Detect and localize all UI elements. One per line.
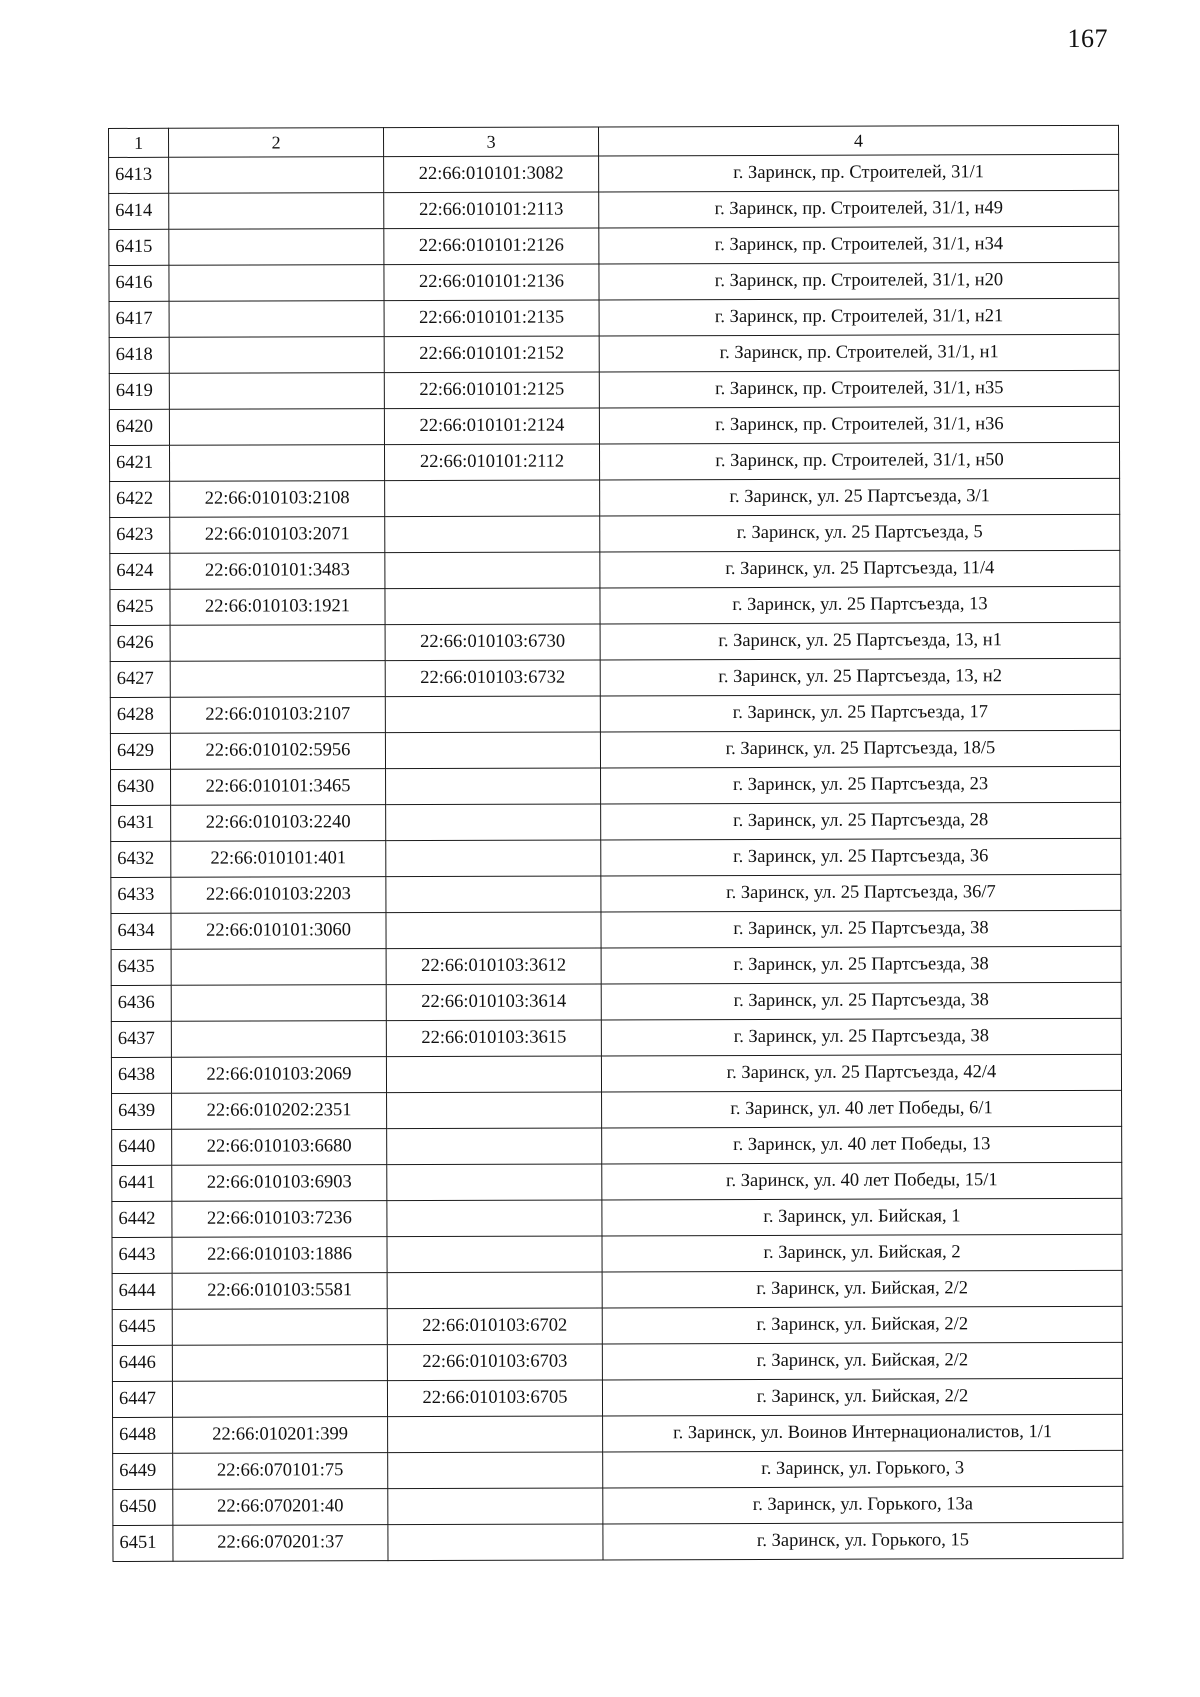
cadastral-number-alt-cell <box>388 1488 603 1525</box>
cadastral-number-cell: 22:66:010103:6903 <box>172 1165 387 1202</box>
row-number-cell: 6436 <box>111 985 171 1021</box>
cadastral-number-cell: 22:66:010103:2071 <box>170 517 385 554</box>
header-row <box>109 125 1119 157</box>
cadastral-number-cell: 22:66:010101:401 <box>171 841 386 878</box>
row-number-cell: 6439 <box>112 1093 172 1129</box>
table-row <box>112 1270 1122 1309</box>
table-row <box>111 910 1121 949</box>
cadastral-number-cell <box>169 193 384 230</box>
table-row <box>112 1162 1122 1201</box>
table-body <box>109 154 1123 1561</box>
row-number-cell: 6417 <box>109 301 169 337</box>
cadastral-number-alt-cell <box>387 1128 602 1165</box>
cadastral-number-alt-cell <box>386 768 601 805</box>
address-cell: г. Заринск, ул. Бийская, 2 <box>602 1234 1122 1272</box>
cadastral-number-alt-cell: 22:66:010101:2152 <box>384 336 599 373</box>
cadastral-number-alt-cell: 22:66:010103:3614 <box>386 984 601 1021</box>
cadastral-number-cell: 22:66:010101:3060 <box>171 913 386 950</box>
row-number-cell: 6415 <box>109 229 169 265</box>
header-col-4: 4 <box>598 125 1118 156</box>
table-row <box>109 298 1119 337</box>
row-number-cell: 6442 <box>112 1201 172 1237</box>
row-number-cell: 6445 <box>112 1309 172 1345</box>
cadastral-number-cell: 22:66:010201:399 <box>173 1417 388 1454</box>
row-number-cell: 6447 <box>112 1381 172 1417</box>
cadastral-number-cell: 22:66:010103:7236 <box>172 1201 387 1238</box>
row-number-cell: 6419 <box>109 373 169 409</box>
row-number-cell: 6443 <box>112 1237 172 1273</box>
row-number-cell: 6424 <box>110 553 170 589</box>
cadastral-number-alt-cell: 22:66:010101:2113 <box>384 192 599 229</box>
address-cell: г. Заринск, пр. Строителей, 31/1, н20 <box>599 262 1119 300</box>
address-cell: г. Заринск, пр. Строителей, 31/1, н50 <box>599 442 1119 480</box>
cadastral-number-alt-cell <box>386 804 601 841</box>
table-row <box>110 586 1120 625</box>
address-cell: г. Заринск, ул. Бийская, 2/2 <box>602 1378 1122 1416</box>
table-row <box>112 1342 1122 1381</box>
cadastral-number-alt-cell <box>385 696 600 733</box>
table-row <box>110 478 1120 517</box>
cadastral-number-cell <box>169 373 384 410</box>
cadastral-number-alt-cell: 22:66:010103:6730 <box>385 624 600 661</box>
cadastral-number-cell <box>169 229 384 266</box>
cadastral-number-alt-cell: 22:66:010103:3615 <box>386 1020 601 1057</box>
row-number-cell: 6414 <box>109 193 169 229</box>
page-number: 167 <box>1067 24 1108 53</box>
row-number-cell: 6446 <box>112 1345 172 1381</box>
row-number-cell: 6437 <box>111 1021 171 1057</box>
address-cell: г. Заринск, ул. Бийская, 2/2 <box>602 1306 1122 1344</box>
address-cell: г. Заринск, ул. 25 Партсъезда, 38 <box>601 1018 1121 1056</box>
table-row <box>109 262 1119 301</box>
table-row <box>112 1378 1122 1417</box>
table-row <box>110 622 1120 661</box>
cadastral-number-cell: 22:66:070101:75 <box>173 1453 388 1490</box>
address-cell: г. Заринск, ул. Горького, 15 <box>603 1522 1123 1560</box>
table-row <box>111 766 1121 805</box>
address-cell: г. Заринск, ул. 40 лет Победы, 13 <box>602 1126 1122 1164</box>
address-cell: г. Заринск, ул. 40 лет Победы, 6/1 <box>602 1090 1122 1128</box>
header-col-3: 3 <box>384 127 599 157</box>
row-number-cell: 6428 <box>110 697 170 733</box>
address-cell: г. Заринск, ул. Бийская, 2/2 <box>602 1270 1122 1308</box>
table-row <box>110 658 1120 697</box>
table-row <box>112 1126 1122 1165</box>
cadastral-number-cell: 22:66:010103:2108 <box>170 481 385 518</box>
cadastral-number-cell: 22:66:010103:5581 <box>172 1273 387 1310</box>
cadastral-number-cell <box>172 1381 387 1418</box>
cadastral-number-cell: 22:66:010202:2351 <box>172 1093 387 1130</box>
address-cell: г. Заринск, ул. 25 Партсъезда, 28 <box>601 802 1121 840</box>
row-number-cell: 6420 <box>109 409 169 445</box>
header-col-2: 2 <box>169 128 384 158</box>
cadastral-number-cell <box>169 265 384 302</box>
cadastral-number-cell <box>171 985 386 1022</box>
row-number-cell: 6448 <box>113 1417 173 1453</box>
cadastral-number-alt-cell <box>387 1092 602 1129</box>
row-number-cell: 6451 <box>113 1525 173 1561</box>
cadastral-number-cell: 22:66:010103:2069 <box>171 1057 386 1094</box>
table-row <box>111 874 1121 913</box>
table-row <box>112 1198 1122 1237</box>
address-cell: г. Заринск, ул. Воинов Интернационалистов, 1/1 <box>603 1414 1123 1452</box>
row-number-cell: 6427 <box>110 661 170 697</box>
address-cell: г. Заринск, пр. Строителей, 31/1, н36 <box>599 406 1119 444</box>
table-row <box>109 370 1119 409</box>
table-row <box>112 1234 1122 1273</box>
table-row <box>109 190 1119 229</box>
row-number-cell: 6440 <box>112 1129 172 1165</box>
table-row <box>110 694 1120 733</box>
cadastral-number-cell <box>172 1345 387 1382</box>
cadastral-number-cell: 22:66:010101:3483 <box>170 553 385 590</box>
cadastral-number-alt-cell <box>388 1416 603 1453</box>
cadastral-number-cell: 22:66:070201:37 <box>173 1525 388 1562</box>
table-row <box>111 1054 1121 1093</box>
address-cell: г. Заринск, пр. Строителей, 31/1, н34 <box>599 226 1119 264</box>
cadastral-number-alt-cell <box>388 1524 603 1561</box>
address-cell: г. Заринск, ул. 25 Партсъезда, 11/4 <box>600 550 1120 588</box>
table-row <box>110 730 1120 769</box>
row-number-cell: 6431 <box>111 805 171 841</box>
address-cell: г. Заринск, ул. 25 Партсъезда, 42/4 <box>601 1054 1121 1092</box>
table-row <box>109 154 1119 193</box>
cadastral-number-alt-cell <box>387 1236 602 1273</box>
row-number-cell: 6421 <box>109 445 169 481</box>
table-row <box>109 226 1119 265</box>
row-number-cell: 6416 <box>109 265 169 301</box>
address-cell: г. Заринск, ул. 25 Партсъезда, 38 <box>601 910 1121 948</box>
cadastral-number-alt-cell <box>386 840 601 877</box>
address-cell: г. Заринск, ул. 25 Партсъезда, 17 <box>600 694 1120 732</box>
address-cell: г. Заринск, ул. 25 Партсъезда, 38 <box>601 946 1121 984</box>
address-cell: г. Заринск, пр. Строителей, 31/1, н1 <box>599 334 1119 372</box>
cadastral-number-cell <box>170 661 385 698</box>
row-number-cell: 6413 <box>109 157 169 193</box>
row-number-cell: 6438 <box>111 1057 171 1093</box>
address-cell: г. Заринск, ул. 25 Партсъезда, 36/7 <box>601 874 1121 912</box>
cadastral-number-cell <box>171 949 386 986</box>
cadastral-number-alt-cell: 22:66:010101:2136 <box>384 264 599 301</box>
table-row <box>113 1522 1123 1561</box>
address-cell: г. Заринск, ул. 25 Партсъезда, 36 <box>601 838 1121 876</box>
address-cell: г. Заринск, пр. Строителей, 31/1, н35 <box>599 370 1119 408</box>
table-row <box>111 946 1121 985</box>
address-cell: г. Заринск, ул. Бийская, 2/2 <box>602 1342 1122 1380</box>
row-number-cell: 6422 <box>110 481 170 517</box>
address-cell: г. Заринск, пр. Строителей, 31/1, н21 <box>599 298 1119 336</box>
table-row <box>111 802 1121 841</box>
row-number-cell: 6430 <box>111 769 171 805</box>
table-row <box>112 1090 1122 1129</box>
cadastral-number-alt-cell: 22:66:010101:2125 <box>384 372 599 409</box>
cadastral-number-alt-cell <box>387 1200 602 1237</box>
cadastral-number-alt-cell <box>386 876 601 913</box>
table-row <box>111 1018 1121 1057</box>
cadastral-number-cell: 22:66:010102:5956 <box>170 733 385 770</box>
header-col-1: 1 <box>109 128 169 157</box>
cadastral-number-cell: 22:66:010103:2240 <box>171 805 386 842</box>
address-cell: г. Заринск, ул. 25 Партсъезда, 18/5 <box>600 730 1120 768</box>
address-cell: г. Заринск, ул. Бийская, 1 <box>602 1198 1122 1236</box>
row-number-cell: 6429 <box>110 733 170 769</box>
row-number-cell: 6423 <box>110 517 170 553</box>
table-row <box>112 1306 1122 1345</box>
table-row <box>111 982 1121 1021</box>
row-number-cell: 6426 <box>110 625 170 661</box>
address-cell: г. Заринск, ул. 40 лет Победы, 15/1 <box>602 1162 1122 1200</box>
cadastral-number-cell: 22:66:010103:1886 <box>172 1237 387 1274</box>
row-number-cell: 6418 <box>109 337 169 373</box>
address-cell: г. Заринск, ул. 25 Партсъезда, 13, н2 <box>600 658 1120 696</box>
cadastral-number-cell: 22:66:010103:2107 <box>170 697 385 734</box>
cadastral-number-alt-cell <box>388 1452 603 1489</box>
cadastral-number-cell <box>172 1309 387 1346</box>
cadastral-number-alt-cell <box>386 1056 601 1093</box>
row-number-cell: 6432 <box>111 841 171 877</box>
cadastral-number-cell: 22:66:010103:2203 <box>171 877 386 914</box>
address-cell: г. Заринск, ул. 25 Партсъезда, 23 <box>601 766 1121 804</box>
row-number-cell: 6444 <box>112 1273 172 1309</box>
cadastral-number-alt-cell <box>385 732 600 769</box>
cadastral-number-alt-cell <box>387 1164 602 1201</box>
cadastral-number-alt-cell: 22:66:010101:2135 <box>384 300 599 337</box>
cadastral-number-alt-cell <box>386 912 601 949</box>
table-row <box>113 1450 1123 1489</box>
cadastral-number-cell <box>169 337 384 374</box>
cadastral-number-cell: 22:66:010103:6680 <box>172 1129 387 1166</box>
cadastral-number-alt-cell: 22:66:010103:6705 <box>387 1380 602 1417</box>
address-cell: г. Заринск, ул. 25 Партсъезда, 13 <box>600 586 1120 624</box>
table-row <box>113 1414 1123 1453</box>
cadastral-number-alt-cell <box>385 552 600 589</box>
cadastral-number-alt-cell <box>385 480 600 517</box>
cadastral-number-alt-cell: 22:66:010101:2112 <box>384 444 599 481</box>
table-header <box>109 125 1119 157</box>
cadastral-number-cell <box>169 445 384 482</box>
cadastral-number-cell <box>169 301 384 338</box>
row-number-cell: 6425 <box>110 589 170 625</box>
cadastral-number-cell <box>171 1021 386 1058</box>
cadastral-number-alt-cell: 22:66:010103:3612 <box>386 948 601 985</box>
cadastral-number-alt-cell: 22:66:010101:3082 <box>384 156 599 193</box>
row-number-cell: 6434 <box>111 913 171 949</box>
table-row <box>110 514 1120 553</box>
row-number-cell: 6450 <box>113 1489 173 1525</box>
cadastral-number-alt-cell: 22:66:010101:2126 <box>384 228 599 265</box>
table-row <box>111 838 1121 877</box>
cadastral-number-alt-cell: 22:66:010103:6703 <box>387 1344 602 1381</box>
address-cell: г. Заринск, ул. Горького, 13а <box>603 1486 1123 1524</box>
cadastral-number-alt-cell <box>385 516 600 553</box>
address-cell: г. Заринск, пр. Строителей, 31/1, н49 <box>599 190 1119 228</box>
table-row <box>109 442 1119 481</box>
address-cell: г. Заринск, ул. 25 Партсъезда, 13, н1 <box>600 622 1120 660</box>
cadastral-number-cell <box>169 409 384 446</box>
cadastral-number-alt-cell <box>385 588 600 625</box>
cadastral-number-alt-cell: 22:66:010103:6732 <box>385 660 600 697</box>
address-cell: г. Заринск, ул. 25 Партсъезда, 38 <box>601 982 1121 1020</box>
table-row <box>110 550 1120 589</box>
row-number-cell: 6441 <box>112 1165 172 1201</box>
table-row <box>109 406 1119 445</box>
address-cell: г. Заринск, ул. 25 Партсъезда, 3/1 <box>600 478 1120 516</box>
cadastral-number-cell: 22:66:010103:1921 <box>170 589 385 626</box>
cadastral-number-cell <box>169 157 384 194</box>
table-row <box>113 1486 1123 1525</box>
cadastral-number-cell: 22:66:070201:40 <box>173 1489 388 1526</box>
row-number-cell: 6433 <box>111 877 171 913</box>
cadastral-number-alt-cell: 22:66:010101:2124 <box>384 408 599 445</box>
cadastral-number-alt-cell <box>387 1272 602 1309</box>
cadastral-number-cell: 22:66:010101:3465 <box>171 769 386 806</box>
address-cell: г. Заринск, ул. Горького, 3 <box>603 1450 1123 1488</box>
address-cell: г. Заринск, ул. 25 Партсъезда, 5 <box>600 514 1120 552</box>
row-number-cell: 6449 <box>113 1453 173 1489</box>
table-row <box>109 334 1119 373</box>
cadastral-number-cell <box>170 625 385 662</box>
registry-table <box>108 125 1124 1562</box>
cadastral-number-alt-cell: 22:66:010103:6702 <box>387 1308 602 1345</box>
address-cell: г. Заринск, пр. Строителей, 31/1 <box>599 154 1119 192</box>
row-number-cell: 6435 <box>111 949 171 985</box>
